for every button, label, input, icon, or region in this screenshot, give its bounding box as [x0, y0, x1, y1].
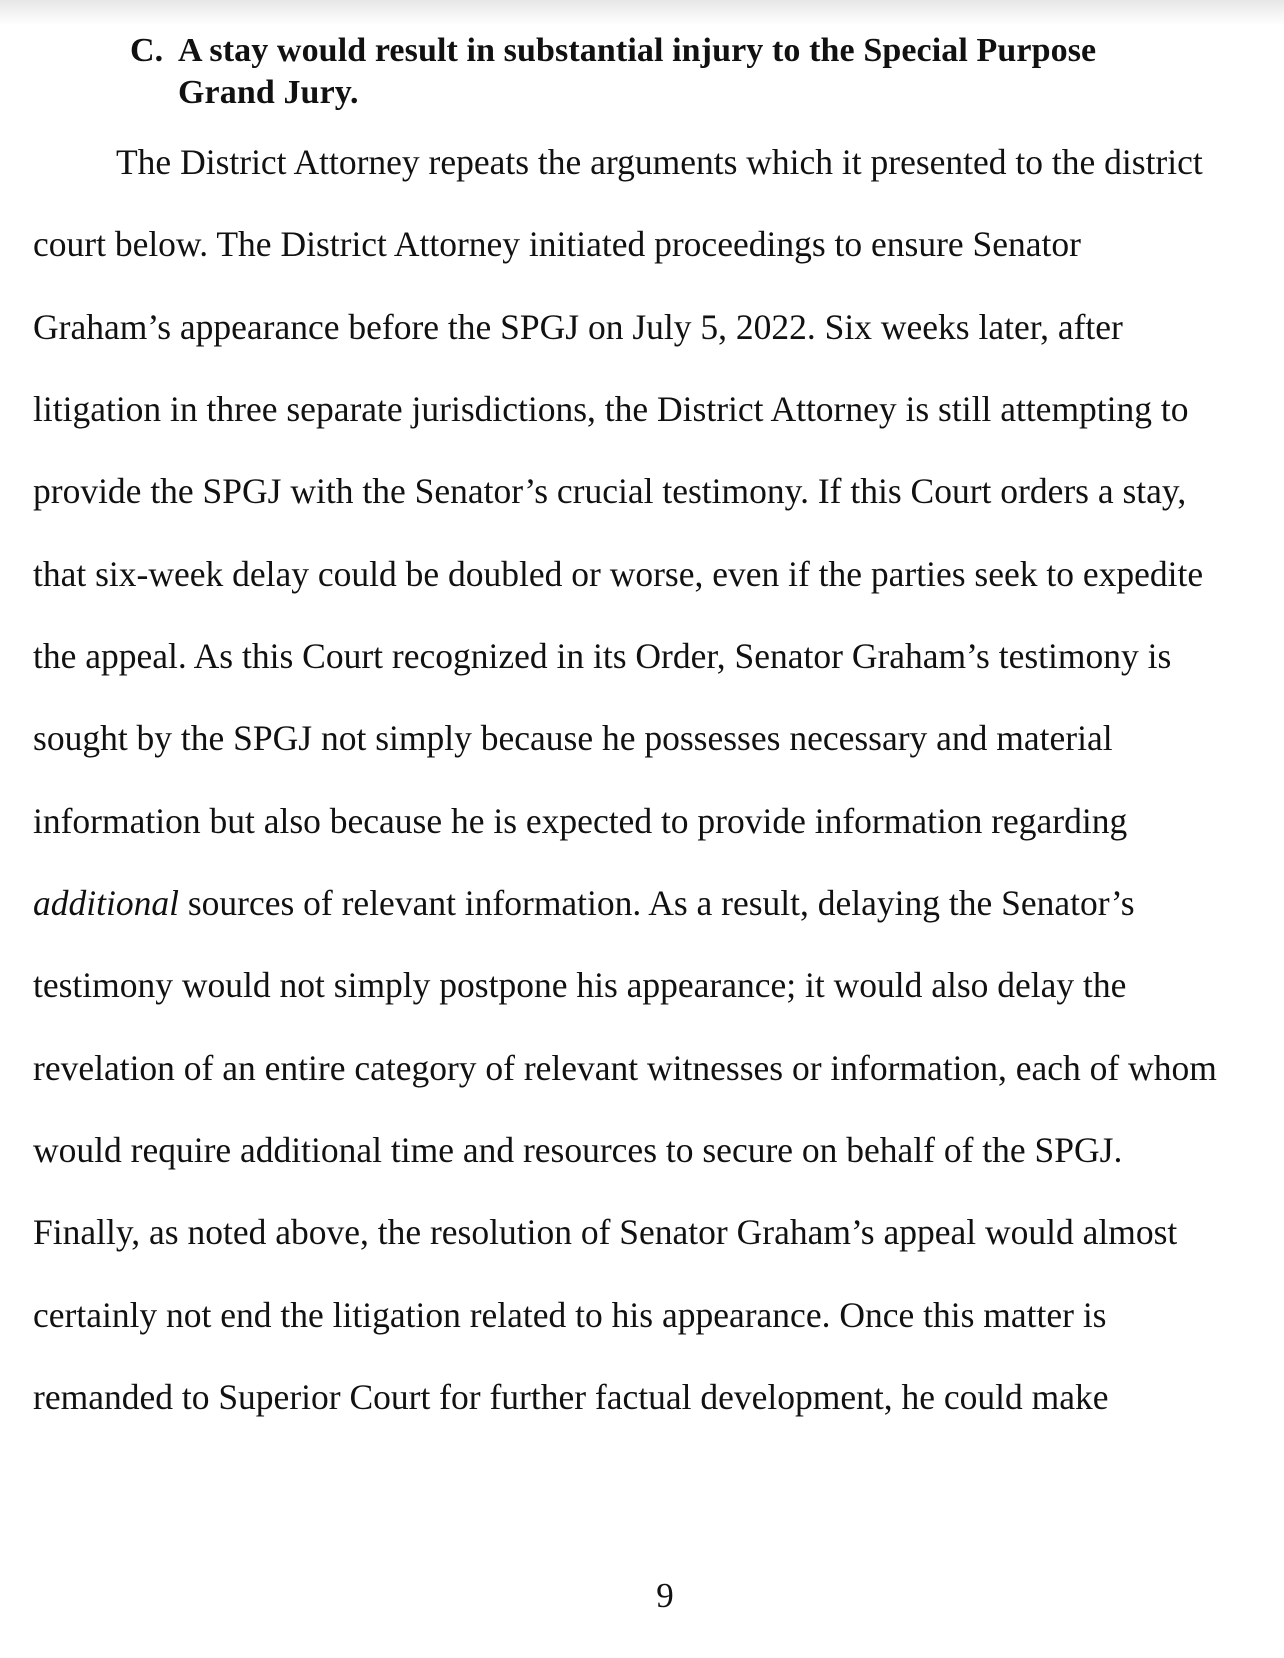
body-line-15: certainly not end the litigation related to his appearance. Once this matter is: [33, 1295, 1107, 1335]
section-heading-line-2: Grand Jury.: [178, 74, 359, 111]
body-line-4: litigation in three separate jurisdictions, the District Attorney is still attempting to: [33, 389, 1189, 429]
body-line-2: court below. The District Attorney initiated proceedings to ensure Senator: [33, 224, 1081, 264]
body-line-14: Finally, as noted above, the resolution of Senator Graham’s appeal would almost: [33, 1212, 1178, 1252]
body-line-7: the appeal. As this Court recognized in its Order, Senator Graham’s testimony is: [33, 636, 1172, 676]
italic-emphasis: additional: [33, 883, 179, 923]
page-number: 9: [656, 1576, 674, 1615]
body-line-11: testimony would not simply postpone his appearance; it would also delay the: [33, 965, 1127, 1005]
section-heading: [130, 30, 1250, 114]
body-line-6: that six-week delay could be doubled or worse, even if the parties seek to expedite: [33, 554, 1204, 594]
section-heading-line-1: [130, 30, 1250, 72]
body-line-13: would require additional time and resources to secure on behalf of the SPGJ.: [33, 1130, 1123, 1170]
body-line-8: sought by the SPGJ not simply because he possesses necessary and material: [33, 718, 1113, 758]
body-line-9: information but also because he is expected to provide information regarding: [33, 801, 1128, 841]
body-line-10-rest: sources of relevant information. As a result, delaying the Senator’s: [178, 883, 1135, 923]
section-letter: C.: [130, 32, 164, 69]
body-line-16: remanded to Superior Court for further factual development, he could make: [33, 1377, 1109, 1417]
body-line-1: The District Attorney repeats the arguments which it presented to the district: [116, 142, 1203, 182]
body-line-12: revelation of an entire category of relevant witnesses or information, each of whom: [33, 1048, 1217, 1088]
body-line-10: [33, 881, 1135, 925]
section-heading-text-1: A stay would result in substantial injury to the Special Purpose: [178, 32, 1097, 69]
body-line-5: provide the SPGJ with the Senator’s crucial testimony. If this Court orders a stay,: [33, 471, 1187, 511]
body-line-3: Graham’s appearance before the SPGJ on July 5, 2022. Six weeks later, after: [33, 307, 1123, 347]
